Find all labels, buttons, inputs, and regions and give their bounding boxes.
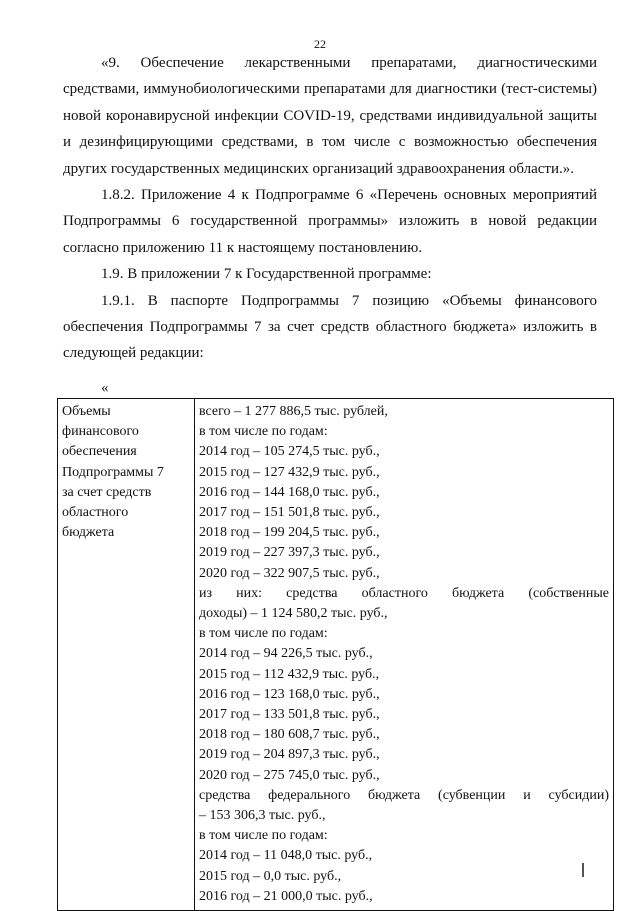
scan-edge-mark (582, 863, 584, 877)
value-line: 2016 год – 21 000,0 тыс. руб., (199, 888, 373, 904)
value-line: – 153 306,3 тыс. руб., (199, 808, 326, 824)
value-line: 2019 год – 204 897,3 тыс. руб., (199, 747, 380, 763)
value-line: 2018 год – 199 204,5 тыс. руб., (199, 525, 380, 541)
value-line: 2014 год – 11 048,0 тыс. руб., (199, 848, 373, 864)
value-line: 2020 год – 322 907,5 тыс. руб., (199, 565, 380, 581)
value-line: в том числе по годам: (199, 626, 328, 642)
value-line: 2014 год – 105 274,5 тыс. руб., (199, 444, 380, 460)
value-line: в том числе по годам: (199, 424, 328, 440)
value-line: 2017 год – 151 501,8 тыс. руб., (199, 505, 380, 521)
value-cell (195, 399, 614, 911)
value-line-regional-heading: из них: средства областного бюджета (собственные (199, 585, 609, 601)
paragraph-1-9-1: 1.9.1. В паспорте Подпрограммы 7 позицию «Объемы финансового обеспечения Подпрограммы 7 за счет средств областного бюджета» изложить в следующей редакции: (63, 292, 597, 362)
value-line: 2015 год – 112 432,9 тыс. руб., (199, 666, 380, 682)
value-line: 2018 год – 180 608,7 тыс. руб., (199, 727, 380, 743)
paragraph-item-9: «9. Обеспечение лекарственными препаратами, диагностическими средствами, иммунобиологическими препаратами для диагностики (тест-системы) новой коронавирусной инфекции COVID-19, средствами индивидуальной защиты и дезинфицирующими средствами, в том числе с возможностью обеспечения других государственных медицинских организаций здравоохранения области.». (63, 55, 597, 177)
label-line: за счет средств (62, 484, 152, 500)
label-line: Подпрограммы 7 (62, 464, 164, 480)
page-number: 22 (314, 37, 326, 51)
label-line: бюджета (62, 525, 115, 541)
financing-table (57, 398, 614, 911)
value-line-federal-heading: средства федерального бюджета (субвенции и субсидии) (199, 787, 609, 803)
label-line: обеспечения (62, 444, 137, 460)
value-line-total: всего – 1 277 886,5 тыс. рублей, (199, 404, 388, 419)
value-line: в том числе по годам: (199, 828, 328, 844)
label-line: областного (62, 505, 129, 521)
value-line: 2016 год – 144 168,0 тыс. руб., (199, 484, 380, 500)
paragraph-1-8-2: 1.8.2. Приложение 4 к Подпрограмме 6 «Перечень основных мероприятий Подпрограммы 6 государственной программы» изложить в новой редакции согласно приложению 11 к настоящему постановлению. (63, 187, 597, 256)
label-line: Объемы (62, 404, 111, 419)
label-cell (58, 399, 195, 911)
body-text (63, 50, 597, 399)
value-line: доходы) – 1 124 580,2 тыс. руб., (199, 606, 388, 622)
value-line: 2015 год – 0,0 тыс. руб., (199, 868, 342, 884)
value-line: 2017 год – 133 501,8 тыс. руб., (199, 707, 380, 723)
value-line: 2019 год – 227 397,3 тыс. руб., (199, 545, 380, 561)
table-row (58, 399, 614, 911)
value-line: 2014 год – 94 226,5 тыс. руб., (199, 646, 373, 662)
paragraph-1-9: 1.9. В приложении 7 к Государственной программе: (101, 266, 432, 283)
value-line: 2015 год – 127 432,9 тыс. руб., (199, 464, 380, 480)
value-line: 2016 год – 123 168,0 тыс. руб., (199, 686, 380, 702)
opening-quote-mark: « (101, 379, 109, 396)
value-line: 2020 год – 275 745,0 тыс. руб., (199, 767, 380, 783)
label-line: финансового (62, 424, 139, 440)
